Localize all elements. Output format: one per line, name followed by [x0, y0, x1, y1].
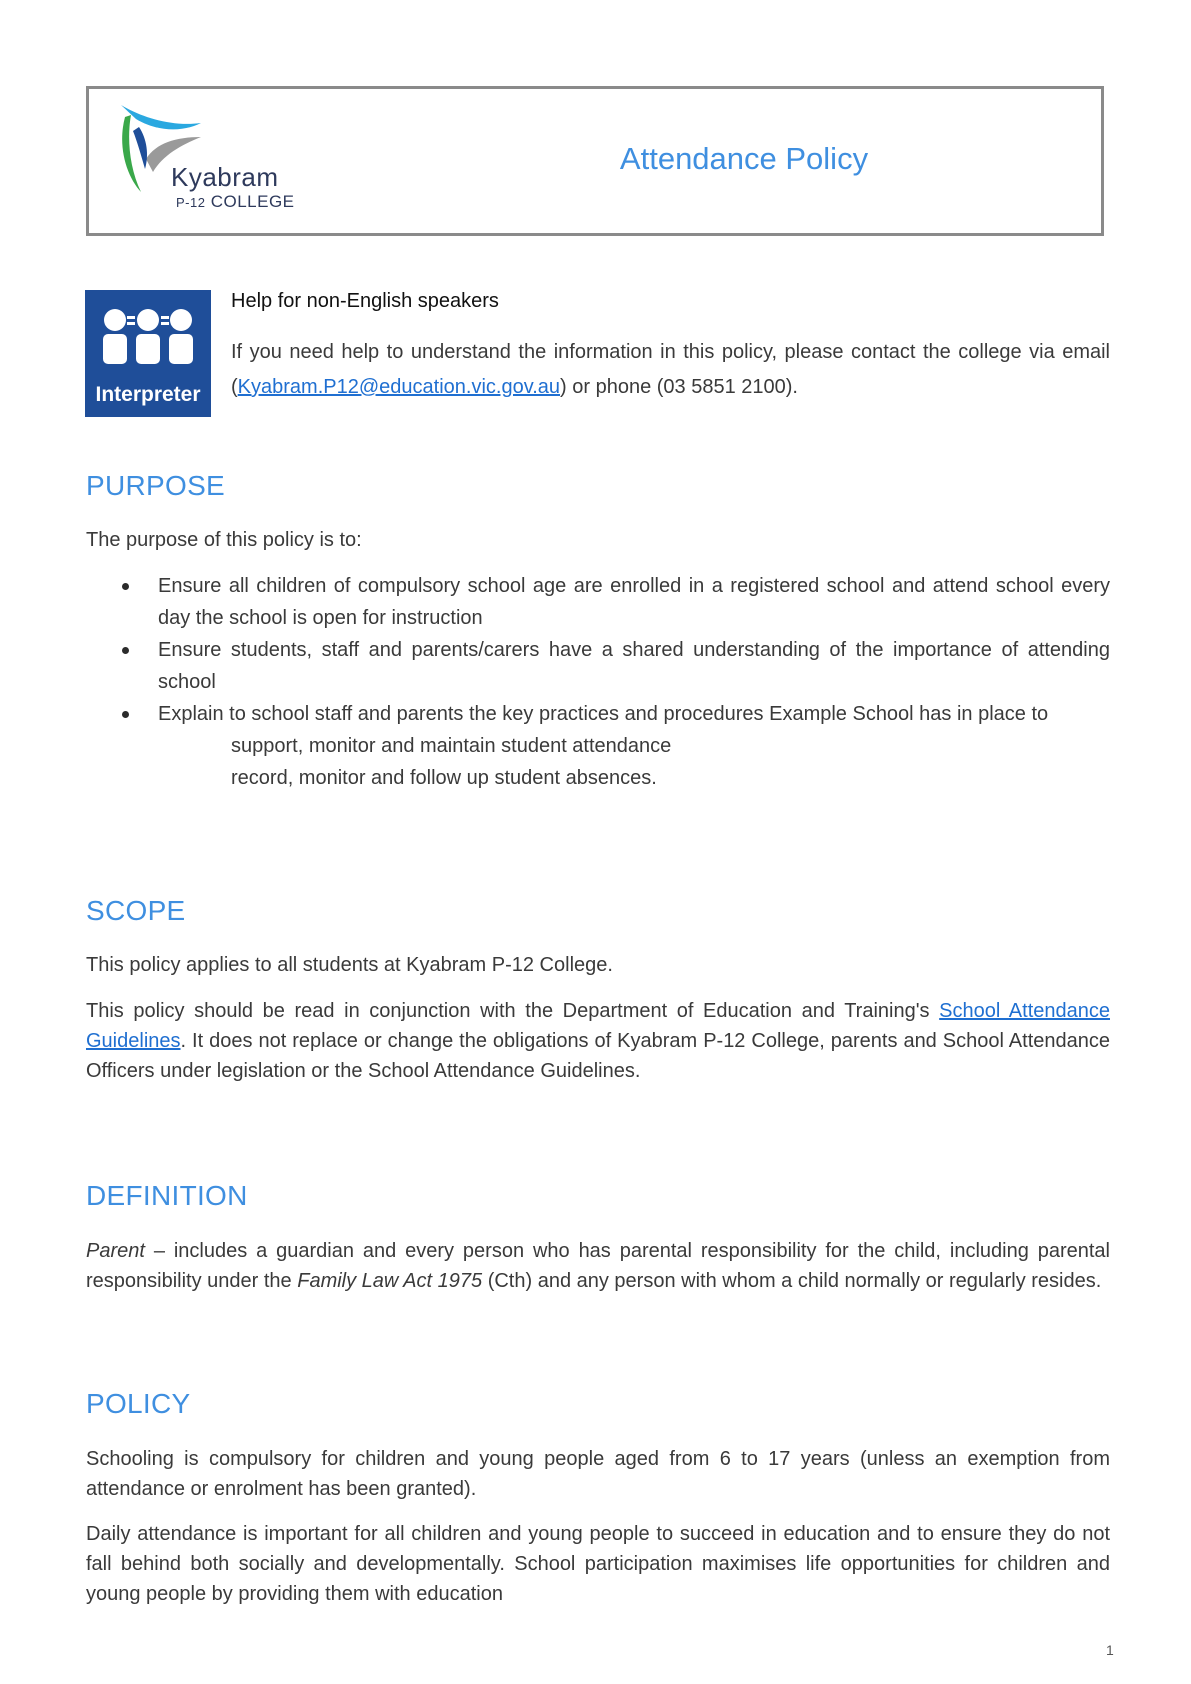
- list-item-text: Ensure all children of compulsory school age are enrolled in a registered school and attend school every day the school is open for instruction: [158, 575, 1110, 629]
- header-box: [86, 86, 1104, 236]
- list-item-text: Explain to school staff and parents the key practices and procedures Example School has in place to: [158, 703, 1049, 725]
- scope-p2: [86, 996, 1110, 1086]
- definition-text-2: (Cth) and any person with whom a child normally or regularly resides.: [482, 1270, 1102, 1292]
- policy-p2: Daily attendance is important for all children and young people to succeed in education and to ensure they do not fall behind both socially and developmentally. School participation maximises life opportunities for children and young people by providing them with education: [86, 1523, 1110, 1605]
- guidelines-link[interactable]: School Attendance Guidelines: [86, 1000, 1110, 1052]
- list-item: [86, 698, 1110, 730]
- help-text: [231, 335, 1110, 405]
- help-text-after: ) or phone (03 5851 2100).: [560, 376, 798, 398]
- definition-act: Family Law Act 1975: [297, 1270, 483, 1292]
- policy-heading: POLICY: [86, 1388, 191, 1419]
- document-title: Attendance Policy: [619, 141, 869, 176]
- purpose-list: [86, 570, 1110, 794]
- bullet-icon: [122, 711, 129, 718]
- page-number: 1: [1106, 1642, 1114, 1658]
- list-item-text: Ensure students, staff and parents/carers have a shared understanding of the importance of attending school: [158, 639, 1110, 693]
- logo-sub-word: COLLEGE: [210, 192, 295, 211]
- sub-item: support, monitor and maintain student attendance: [231, 735, 672, 757]
- sub-item: record, monitor and follow up student absences.: [231, 767, 657, 789]
- logo-subtitle: [176, 192, 295, 212]
- bullet-icon: [122, 583, 129, 590]
- list-item: [86, 570, 1110, 634]
- definition-heading: DEFINITION: [86, 1180, 248, 1211]
- interpreter-label: Interpreter: [95, 383, 201, 406]
- list-item: [86, 634, 1110, 698]
- logo-name: Kyabram: [171, 162, 279, 192]
- email-link[interactable]: Kyabram.P12@education.vic.gov.au: [237, 376, 561, 398]
- scope-p2-after: . It does not replace or change the obligations of Kyabram P-12 College, parents and School Attendance Officers under legislation or the School Attendance Guidelines.: [86, 1030, 1110, 1082]
- interpreter-people-icon: [85, 290, 211, 380]
- purpose-intro: The purpose of this policy is to:: [86, 529, 362, 551]
- definition-term: Parent: [86, 1240, 145, 1262]
- school-logo: [101, 97, 301, 217]
- help-text-before: If you need help to understand the information in this policy, please contact the college via email (: [231, 341, 1110, 398]
- scope-heading: SCOPE: [86, 895, 186, 926]
- scope-p2-before: This policy should be read in conjunction with the Department of Education and Training's: [86, 1000, 940, 1022]
- definition-text-1: – includes a guardian and every person who has parental responsibility for the child, including parental responsibility under the: [86, 1240, 1110, 1292]
- help-title: Help for non-English speakers: [231, 290, 499, 312]
- bullet-icon: [122, 647, 129, 654]
- interpreter-icon: [85, 290, 211, 417]
- sub-list: [86, 730, 1110, 794]
- policy-p1: Schooling is compulsory for children and young people aged from 6 to 17 years (unless an exemption from attendance or enrolment has been granted).: [86, 1448, 1110, 1500]
- scope-p1: This policy applies to all students at Kyabram P-12 College.: [86, 954, 613, 976]
- purpose-heading: PURPOSE: [86, 470, 226, 501]
- logo-sub-prefix: P-12: [176, 195, 206, 210]
- definition-text: [86, 1236, 1110, 1296]
